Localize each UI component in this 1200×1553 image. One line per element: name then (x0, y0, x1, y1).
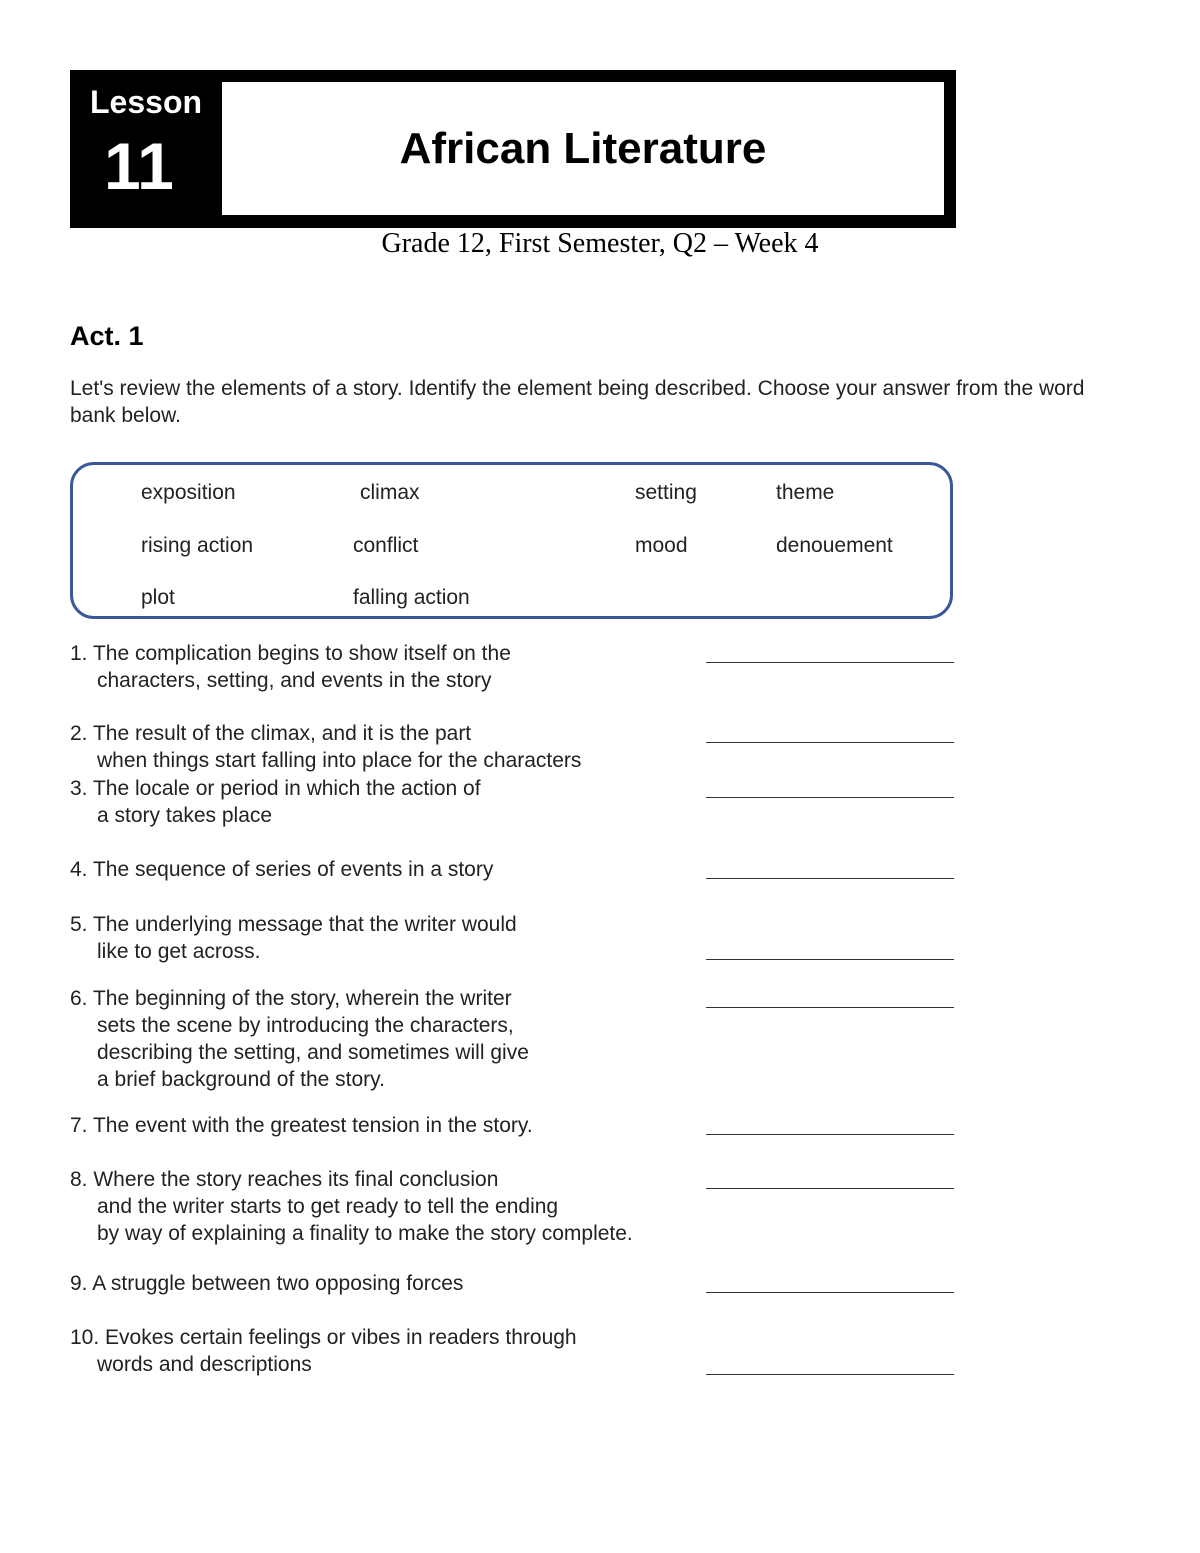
question-line: a brief background of the story. (97, 1068, 385, 1091)
question-item (70, 856, 493, 883)
lesson-number: 11 (104, 129, 174, 203)
word-bank-item: plot (141, 586, 175, 609)
word-bank-item: mood (635, 534, 688, 557)
question-line: and the writer starts to get ready to tell the ending (97, 1195, 559, 1218)
title-panel (222, 82, 944, 215)
question-line: like to get across. (97, 940, 261, 963)
question-item (70, 775, 481, 829)
page-title: African Literature (399, 123, 767, 173)
word-bank-item: exposition (141, 481, 236, 504)
page-subtitle: Grade 12, First Semester, Q2 – Week 4 (381, 228, 819, 259)
question-line: a story takes place (97, 804, 273, 827)
answer-blank[interactable] (706, 878, 954, 879)
answer-blank[interactable] (706, 1292, 954, 1293)
question-line: 7. The event with the greatest tension in the story. (70, 1114, 533, 1137)
question-item (70, 640, 511, 694)
question-line: 8. Where the story reaches its final conclusion (70, 1168, 499, 1191)
word-bank-item: theme (776, 481, 835, 504)
question-item (70, 911, 517, 965)
question-line: characters, setting, and events in the story (97, 669, 492, 692)
answer-blank[interactable] (706, 742, 954, 743)
question-item (70, 1324, 577, 1378)
question-item (70, 985, 529, 1093)
word-bank-item: falling action (353, 586, 470, 609)
question-line: when things start falling into place for the characters (97, 749, 582, 772)
word-bank-item: rising action (141, 534, 254, 557)
question-line: sets the scene by introducing the characters, (97, 1014, 514, 1037)
answer-blank[interactable] (706, 959, 954, 960)
activity-title: Act. 1 (70, 321, 144, 351)
answer-blank[interactable] (706, 1374, 954, 1375)
question-line: by way of explaining a finality to make the story complete. (97, 1222, 633, 1245)
question-line: 4. The sequence of series of events in a story (70, 858, 494, 881)
answer-blank[interactable] (706, 1007, 954, 1008)
word-bank-item: denouement (776, 534, 893, 557)
question-item (70, 1166, 633, 1247)
question-line: 10. Evokes certain feelings or vibes in readers through (70, 1326, 577, 1349)
lesson-label: Lesson (90, 84, 203, 120)
question-item (70, 1112, 533, 1139)
question-line: 3. The locale or period in which the action of (70, 777, 481, 800)
activity-instructions: Let's review the elements of a story. Identify the element being described. Choose your answer from the word bank below. (70, 377, 1085, 427)
answer-blank[interactable] (706, 797, 954, 798)
question-item (70, 1270, 463, 1297)
question-line: 1. The complication begins to show itself on the (70, 642, 511, 665)
word-bank-item: conflict (353, 534, 419, 557)
question-line: describing the setting, and sometimes will give (97, 1041, 529, 1064)
question-line: 9. A struggle between two opposing forces (70, 1272, 464, 1295)
question-line: 2. The result of the climax, and it is the part (70, 722, 472, 745)
word-bank-item: climax (360, 481, 420, 504)
question-line: 5. The underlying message that the writer would (70, 913, 517, 936)
question-line: words and descriptions (97, 1353, 312, 1376)
question-line: 6. The beginning of the story, wherein the writer (70, 987, 512, 1010)
answer-blank[interactable] (706, 662, 954, 663)
answer-blank[interactable] (706, 1134, 954, 1135)
answer-blank[interactable] (706, 1188, 954, 1189)
question-item (70, 720, 581, 774)
word-bank-item: setting (635, 481, 697, 504)
